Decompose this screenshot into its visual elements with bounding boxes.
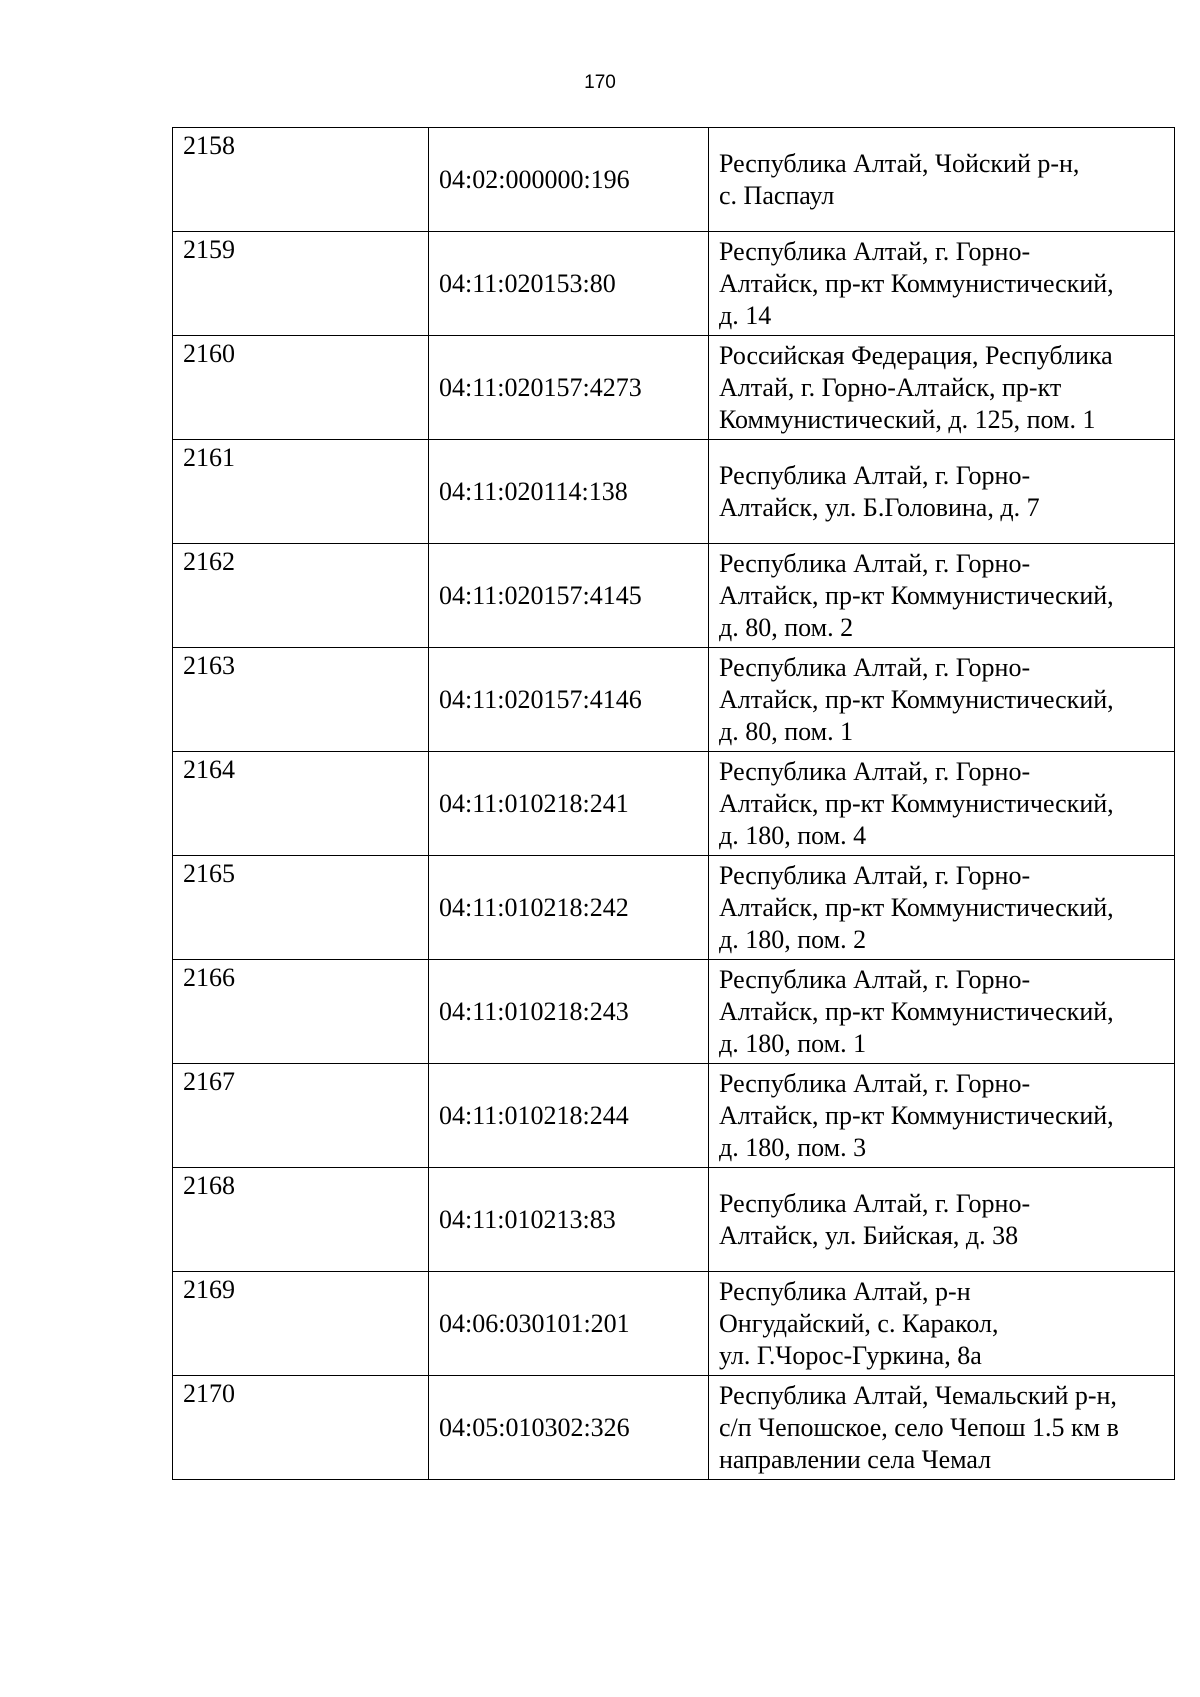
row-number-cell: 2164	[173, 752, 429, 856]
cadastral-number-cell: 04:11:010218:242	[429, 856, 709, 960]
cadastral-number-cell: 04:02:000000:196	[429, 128, 709, 232]
table-row	[173, 960, 1175, 1064]
address-line: Алтайск, ул. Б.Головина, д. 7	[719, 492, 1040, 522]
address-line: Республика Алтай, г. Горно-	[719, 460, 1031, 490]
address-cell	[709, 128, 1175, 232]
address-line: д. 180, пом. 1	[719, 1028, 867, 1058]
address-cell	[709, 440, 1175, 544]
table-row	[173, 544, 1175, 648]
address-line: Республика Алтай, г. Горно-	[719, 1068, 1031, 1098]
address-line: Коммунистический, д. 125, пом. 1	[719, 404, 1096, 434]
address-line: Алтайск, пр-кт Коммунистический,	[719, 788, 1114, 818]
table-row	[173, 440, 1175, 544]
address-line: Республика Алтай, г. Горно-	[719, 1188, 1031, 1218]
table-row	[173, 1376, 1175, 1480]
address-line: Республика Алтай, г. Горно-	[719, 548, 1031, 578]
address-line: Республика Алтай, г. Горно-	[719, 860, 1031, 890]
table-row	[173, 1272, 1175, 1376]
address-cell	[709, 648, 1175, 752]
address-cell	[709, 544, 1175, 648]
row-number-cell: 2169	[173, 1272, 429, 1376]
address-line: Алтайск, пр-кт Коммунистический,	[719, 580, 1114, 610]
row-number-cell: 2160	[173, 336, 429, 440]
cadastral-number-cell: 04:11:020157:4145	[429, 544, 709, 648]
cadastral-number-cell: 04:06:030101:201	[429, 1272, 709, 1376]
address-line: с. Паспаул	[719, 180, 835, 210]
row-number-cell: 2165	[173, 856, 429, 960]
row-number-cell: 2159	[173, 232, 429, 336]
table-row	[173, 128, 1175, 232]
address-line: Республика Алтай, г. Горно-	[719, 756, 1031, 786]
cadastral-number-cell: 04:11:020153:80	[429, 232, 709, 336]
address-line: д. 180, пом. 3	[719, 1132, 867, 1162]
address-line: Республика Алтай, Чемальский р-н,	[719, 1380, 1117, 1410]
address-cell	[709, 232, 1175, 336]
page-number: 170	[584, 72, 616, 93]
address-line: направлении села Чемал	[719, 1444, 992, 1474]
cadastral-number-cell: 04:11:010218:241	[429, 752, 709, 856]
address-line: Алтайск, пр-кт Коммунистический,	[719, 268, 1114, 298]
address-line: Республика Алтай, Чойский р-н,	[719, 148, 1080, 178]
address-cell	[709, 1168, 1175, 1272]
address-cell	[709, 1064, 1175, 1168]
cadastral-number-cell: 04:11:010213:83	[429, 1168, 709, 1272]
row-number-cell: 2166	[173, 960, 429, 1064]
address-line: Алтайск, пр-кт Коммунистический,	[719, 996, 1114, 1026]
address-cell	[709, 1376, 1175, 1480]
row-number-cell: 2167	[173, 1064, 429, 1168]
address-line: д. 14	[719, 300, 772, 330]
address-line: Онгудайский, с. Каракол,	[719, 1308, 999, 1338]
row-number-cell: 2163	[173, 648, 429, 752]
table-row	[173, 856, 1175, 960]
address-line: Алтайск, ул. Бийская, д. 38	[719, 1220, 1019, 1250]
address-line: д. 80, пом. 1	[719, 716, 854, 746]
address-line: Республика Алтай, г. Горно-	[719, 964, 1031, 994]
registry-table	[172, 127, 1175, 1480]
address-line: д. 180, пом. 2	[719, 924, 867, 954]
address-cell	[709, 1272, 1175, 1376]
row-number-cell: 2158	[173, 128, 429, 232]
table-row	[173, 1168, 1175, 1272]
registry-table-body	[173, 128, 1175, 1480]
cadastral-number-cell: 04:11:010218:243	[429, 960, 709, 1064]
address-line: Алтай, г. Горно-Алтайск, пр-кт	[719, 372, 1062, 402]
address-line: Алтайск, пр-кт Коммунистический,	[719, 1100, 1114, 1130]
address-cell	[709, 856, 1175, 960]
address-cell	[709, 336, 1175, 440]
address-line: д. 180, пом. 4	[719, 820, 867, 850]
address-line: Алтайск, пр-кт Коммунистический,	[719, 684, 1114, 714]
address-line: Российская Федерация, Республика	[719, 340, 1113, 370]
cadastral-number-cell: 04:11:020114:138	[429, 440, 709, 544]
address-line: Республика Алтай, г. Горно-	[719, 652, 1031, 682]
address-line: с/п Чепошское, село Чепош 1.5 км в	[719, 1412, 1119, 1442]
table-row	[173, 752, 1175, 856]
table-row	[173, 232, 1175, 336]
address-cell	[709, 960, 1175, 1064]
table-row	[173, 336, 1175, 440]
address-line: ул. Г.Чорос-Гуркина, 8а	[719, 1340, 982, 1370]
cadastral-number-cell: 04:11:020157:4146	[429, 648, 709, 752]
cadastral-number-cell: 04:05:010302:326	[429, 1376, 709, 1480]
row-number-cell: 2161	[173, 440, 429, 544]
table-row	[173, 1064, 1175, 1168]
address-line: д. 80, пом. 2	[719, 612, 854, 642]
address-line: Республика Алтай, р-н	[719, 1276, 971, 1306]
table-row	[173, 648, 1175, 752]
address-line: Республика Алтай, г. Горно-	[719, 236, 1031, 266]
row-number-cell: 2170	[173, 1376, 429, 1480]
row-number-cell: 2162	[173, 544, 429, 648]
address-cell	[709, 752, 1175, 856]
cadastral-number-cell: 04:11:010218:244	[429, 1064, 709, 1168]
row-number-cell: 2168	[173, 1168, 429, 1272]
cadastral-number-cell: 04:11:020157:4273	[429, 336, 709, 440]
address-line: Алтайск, пр-кт Коммунистический,	[719, 892, 1114, 922]
